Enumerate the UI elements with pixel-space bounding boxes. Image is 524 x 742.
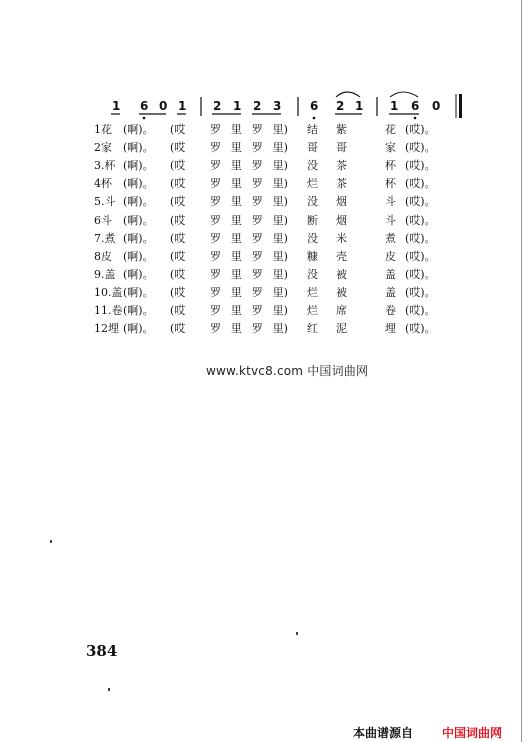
lyric-word-1: 糠 xyxy=(307,249,318,263)
lyric-ah: (啊)。 xyxy=(123,249,154,263)
lyric-luoli-group xyxy=(210,320,288,338)
note: 1 xyxy=(178,99,187,113)
lyric-word-3: 埋 xyxy=(385,322,396,336)
lyric-ending: (哎)。 xyxy=(405,141,436,155)
lyric-ai: (哎 xyxy=(170,141,186,155)
lyric-luoli-syllable: 里) xyxy=(272,195,288,209)
lyric-verse-word: 5.斗 xyxy=(94,195,116,209)
lyric-luoli-syllable: 罗 xyxy=(210,159,221,173)
lyric-luoli-syllable: 里 xyxy=(230,322,242,336)
lyric-word-3: 家 xyxy=(385,141,396,155)
note: 3 xyxy=(273,99,282,113)
lyric-ah: (啊)。 xyxy=(123,177,154,191)
lyric-ah: (啊)。 xyxy=(123,159,154,173)
scan-speck xyxy=(50,540,52,543)
lyric-luoli-syllable: 罗 xyxy=(251,267,263,281)
watermark-text: www.ktvc8.com 中国词曲网 xyxy=(206,364,369,378)
lyric-luoli-syllable: 罗 xyxy=(210,285,221,299)
lyric-luoli-syllable: 里) xyxy=(272,304,288,317)
lyric-word-2: 茶 xyxy=(336,159,347,173)
lyric-luoli-syllable: 罗 xyxy=(210,231,221,245)
lyric-luoli-syllable: 里) xyxy=(272,159,288,173)
lyric-luoli-syllable: 罗 xyxy=(210,267,221,281)
lyric-luoli-syllable: 罗 xyxy=(210,177,221,191)
lyric-word-1: 烂 xyxy=(307,304,318,317)
note: 2 xyxy=(253,99,262,113)
lyric-luoli-syllable: 里 xyxy=(230,141,242,155)
lyric-ai: (哎 xyxy=(170,322,186,336)
lyric-word-1: 没 xyxy=(307,231,318,245)
lyric-luoli-syllable: 罗 xyxy=(210,195,221,209)
lyric-word-1: 烂 xyxy=(307,285,318,299)
lyric-luoli-group xyxy=(210,284,288,302)
lyric-word-2: 紫 xyxy=(336,123,347,136)
note: 1 xyxy=(233,99,242,113)
lyric-luoli-group xyxy=(210,212,288,230)
scan-speck xyxy=(108,688,110,691)
note: 6 xyxy=(411,99,420,113)
lyric-word-2: 烟 xyxy=(336,213,347,227)
lyric-luoli-syllable: 罗 xyxy=(210,322,221,336)
note: 1 xyxy=(355,99,364,113)
lyric-word-2: 茶 xyxy=(336,177,347,191)
note: 2 xyxy=(336,99,345,113)
lyric-luoli-group xyxy=(210,193,288,211)
lyric-word-1: 没 xyxy=(307,267,318,281)
lyric-luoli-syllable: 罗 xyxy=(251,249,263,263)
lyric-ai: (哎 xyxy=(170,195,186,209)
lyric-luoli-syllable: 罗 xyxy=(251,213,263,227)
lyric-luoli-syllable: 罗 xyxy=(210,213,221,227)
lyric-luoli-syllable: 罗 xyxy=(251,195,263,209)
slur xyxy=(390,92,418,97)
lyric-luoli-syllable: 里) xyxy=(272,123,288,136)
note: 6 xyxy=(140,99,149,113)
lyric-ah: (啊)。 xyxy=(123,231,154,245)
lyric-word-2: 被 xyxy=(336,285,347,299)
lyric-word-3: 花 xyxy=(385,123,396,136)
lyric-word-2: 壳 xyxy=(336,249,347,263)
note: 2 xyxy=(213,99,222,113)
lyric-ah: (啊)。 xyxy=(123,322,154,336)
lyric-luoli-syllable: 里) xyxy=(272,285,288,299)
octave-dot xyxy=(414,117,417,120)
lyric-luoli-syllable: 里 xyxy=(230,267,242,281)
lyric-verse-word: 7.煮 xyxy=(94,231,116,245)
lyric-luoli-syllable: 里 xyxy=(230,195,242,209)
lyric-luoli-group xyxy=(210,302,288,320)
lyric-luoli-syllable: 里) xyxy=(272,177,288,191)
lyric-verse-word: 4杯 xyxy=(94,177,112,191)
lyric-ai: (哎 xyxy=(170,123,186,136)
footer-source-label: 本曲谱源自 xyxy=(353,726,414,740)
lyric-ending: (哎)。 xyxy=(405,123,436,136)
lyric-luoli-syllable: 里) xyxy=(272,213,288,227)
lyric-ai: (哎 xyxy=(170,267,186,281)
lyric-ah: (啊)。 xyxy=(123,141,154,155)
lyric-word-3: 盖 xyxy=(385,285,396,299)
lyric-ai: (哎 xyxy=(170,213,186,227)
lyric-luoli-syllable: 罗 xyxy=(251,177,263,191)
lyric-luoli-syllable: 罗 xyxy=(251,285,263,299)
lyric-ah: (啊)。 xyxy=(123,195,154,209)
lyric-luoli-syllable: 罗 xyxy=(251,322,263,336)
lyric-word-1: 没 xyxy=(307,159,318,173)
lyric-ending: (哎)。 xyxy=(405,177,436,191)
lyric-ending: (哎)。 xyxy=(405,195,436,209)
lyric-verse-word: 3.杯 xyxy=(94,159,116,173)
lyric-verse-word: 12埋 xyxy=(94,322,119,336)
lyric-luoli-syllable: 罗 xyxy=(210,123,221,136)
lyric-word-3: 煮 xyxy=(385,231,396,245)
lyric-word-1: 结 xyxy=(307,123,318,136)
lyric-luoli-syllable: 里 xyxy=(230,304,242,317)
lyric-ai: (哎 xyxy=(170,231,186,245)
lyric-ending: (哎)。 xyxy=(405,267,436,281)
lyric-word-3: 杯 xyxy=(385,159,396,173)
lyric-word-3: 卷 xyxy=(385,304,396,317)
octave-dot xyxy=(313,117,316,120)
lyric-verse-word: 9.盖 xyxy=(94,267,116,281)
lyric-verse-word: 6斗 xyxy=(94,213,112,227)
lyric-word-1: 断 xyxy=(307,213,318,227)
final-bar-thick xyxy=(459,94,462,118)
note: 1 xyxy=(390,99,399,113)
note: 0 xyxy=(432,99,441,113)
note: 1 xyxy=(112,99,121,113)
lyric-word-1: 哥 xyxy=(307,141,318,155)
lyric-luoli-syllable: 里 xyxy=(230,231,242,245)
lyric-ai: (哎 xyxy=(170,159,186,173)
lyric-luoli-group xyxy=(210,121,288,139)
lyric-luoli-syllable: 里 xyxy=(230,123,242,136)
lyric-verse-word: 10.盖 xyxy=(94,285,123,299)
lyric-luoli-syllable: 罗 xyxy=(251,231,263,245)
lyric-luoli-group xyxy=(210,139,288,157)
lyric-ah: (啊)。 xyxy=(123,213,154,227)
lyric-word-2: 席 xyxy=(336,304,347,317)
lyric-luoli-syllable: 罗 xyxy=(210,304,221,317)
lyric-luoli-syllable: 里) xyxy=(272,322,288,336)
lyric-word-2: 被 xyxy=(336,267,347,281)
scan-speck xyxy=(296,632,298,635)
lyric-word-2: 哥 xyxy=(336,141,347,155)
lyric-luoli-syllable: 罗 xyxy=(251,159,263,173)
lyric-ai: (哎 xyxy=(170,285,186,299)
lyric-ending: (哎)。 xyxy=(405,304,436,317)
lyric-ah: (啊)。 xyxy=(123,285,154,299)
lyric-word-3: 皮 xyxy=(385,249,396,263)
lyric-luoli-syllable: 里) xyxy=(272,249,288,263)
lyric-luoli-group xyxy=(210,175,288,193)
lyric-word-3: 杯 xyxy=(385,177,396,191)
lyric-ai: (哎 xyxy=(170,177,186,191)
lyric-ending: (哎)。 xyxy=(405,249,436,263)
lyric-word-1: 烂 xyxy=(307,177,318,191)
lyric-luoli-syllable: 里 xyxy=(230,213,242,227)
lyric-luoli-syllable: 里 xyxy=(230,159,242,173)
lyric-luoli-syllable: 里) xyxy=(272,267,288,281)
lyric-luoli-group xyxy=(210,157,288,175)
lyric-word-2: 米 xyxy=(336,231,347,245)
lyric-word-1: 红 xyxy=(307,322,318,336)
page-number: 384 xyxy=(86,642,118,660)
note: 0 xyxy=(159,99,168,113)
lyric-verse-word: 8皮 xyxy=(94,249,112,263)
lyric-word-2: 烟 xyxy=(336,195,347,209)
lyric-ending: (哎)。 xyxy=(405,231,436,245)
lyric-ah: (啊)。 xyxy=(123,267,154,281)
lyric-luoli-group xyxy=(210,266,288,284)
lyric-word-1: 没 xyxy=(307,195,318,209)
lyric-ai: (哎 xyxy=(170,304,186,317)
lyric-luoli-syllable: 罗 xyxy=(251,141,263,155)
lyric-luoli-syllable: 罗 xyxy=(251,304,263,317)
lyric-luoli-syllable: 罗 xyxy=(210,141,221,155)
lyric-luoli-syllable: 罗 xyxy=(210,249,221,263)
lyric-ending: (哎)。 xyxy=(405,322,436,336)
lyric-ending: (哎)。 xyxy=(405,213,436,227)
lyric-word-3: 盖 xyxy=(385,267,396,281)
footer-brand-link[interactable]: 中国词曲网 xyxy=(442,726,503,740)
lyric-ah: (啊)。 xyxy=(123,304,154,317)
note: 6 xyxy=(310,99,319,113)
lyric-luoli-group xyxy=(210,248,288,266)
lyric-luoli-syllable: 里) xyxy=(272,141,288,155)
octave-dot xyxy=(143,117,146,120)
lyric-verse-word: 2家 xyxy=(94,141,112,155)
lyric-luoli-syllable: 里 xyxy=(230,285,242,299)
lyric-word-3: 斗 xyxy=(385,195,396,209)
lyric-ai: (哎 xyxy=(170,249,186,263)
lyric-luoli-syllable: 里 xyxy=(230,249,242,263)
lyric-verse-word: 11.卷 xyxy=(94,304,123,317)
lyric-verse-word: 1花 xyxy=(94,123,112,136)
lyric-word-2: 泥 xyxy=(336,322,347,336)
lyric-ending: (哎)。 xyxy=(405,285,436,299)
lyric-luoli-group xyxy=(210,230,288,248)
lyric-ah: (啊)。 xyxy=(123,123,154,136)
lyric-luoli-syllable: 里 xyxy=(230,177,242,191)
lyric-luoli-syllable: 里) xyxy=(272,231,288,245)
lyric-word-3: 斗 xyxy=(385,213,396,227)
lyric-ending: (哎)。 xyxy=(405,159,436,173)
lyric-luoli-syllable: 罗 xyxy=(251,123,263,136)
slur xyxy=(336,92,360,97)
